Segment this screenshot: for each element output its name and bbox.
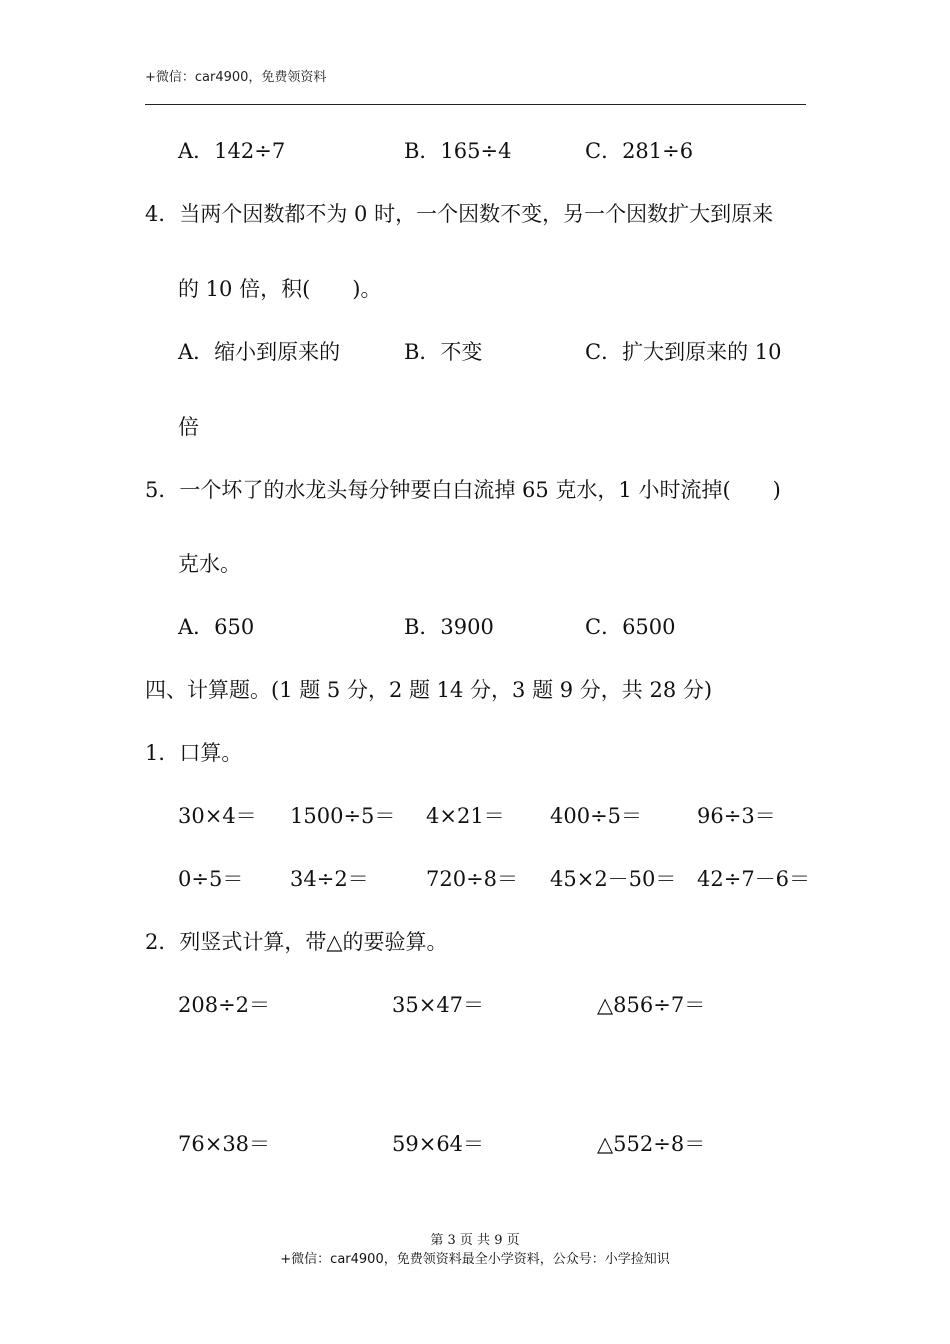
vertical-calc-item: 208÷2＝ [178,993,271,1017]
oral-calc-item: 42÷7－6＝ [697,867,811,891]
vertical-calc-item: 35×47＝ [392,993,485,1017]
q3-option-b: B．165÷4 [404,139,512,163]
oral-calc-item: 1500÷5＝ [290,804,396,828]
q5-option-a: A．650 [178,615,255,639]
vertical-calc-item: △552÷8＝ [597,1132,706,1156]
q3-option-a: A．142÷7 [178,139,286,163]
q4-option-c: C．扩大到原来的 10 [585,340,782,364]
oral-calc-item: 720÷8＝ [426,867,519,891]
vertical-calc-item: △856÷7＝ [597,993,706,1017]
header-note: +微信：car4900，免费领资料 [145,70,327,85]
oral-calc-item: 0÷5＝ [178,867,244,891]
oral-calc-item: 4×21＝ [426,804,505,828]
q4-option-b: B．不变 [404,340,483,364]
header-divider [145,104,806,105]
oral-calc-item: 34÷2＝ [290,867,369,891]
oral-calc-item: 96÷3＝ [697,804,776,828]
q4-question-line1: 4．当两个因数都不为 0 时，一个因数不变，另一个因数扩大到原来 [145,202,774,226]
q4-question-line2: 的 10 倍，积( )。 [178,277,382,301]
oral-calc-item: 45×2－50＝ [550,867,677,891]
oral-calc-item: 400÷5＝ [550,804,643,828]
q4-option-c-continued: 倍 [178,415,199,439]
problem-2-title: 2．列竖式计算，带△的要验算。 [145,930,448,954]
q4-option-a: A．缩小到原来的 [178,340,341,364]
q5-question-line2: 克水。 [178,552,241,576]
page-number: 第 3 页 共 9 页 [430,1233,520,1248]
q3-option-c: C．281÷6 [585,139,694,163]
oral-calc-item: 30×4＝ [178,804,257,828]
vertical-calc-item: 59×64＝ [392,1132,485,1156]
problem-1-title: 1．口算。 [145,741,243,765]
q5-question-line1: 5．一个坏了的水龙头每分钟要白白流掉 65 克水，1 小时流掉( ) [145,478,781,502]
q5-option-c: C．6500 [585,615,676,639]
footer-note: +微信：car4900，免费领资料最全小学资料，公众号：小学捡知识 [280,1252,670,1267]
q5-option-b: B．3900 [404,615,494,639]
vertical-calc-item: 76×38＝ [178,1132,271,1156]
section-title: 四、计算题。(1 题 5 分，2 题 14 分，3 题 9 分，共 28 分) [145,678,713,702]
